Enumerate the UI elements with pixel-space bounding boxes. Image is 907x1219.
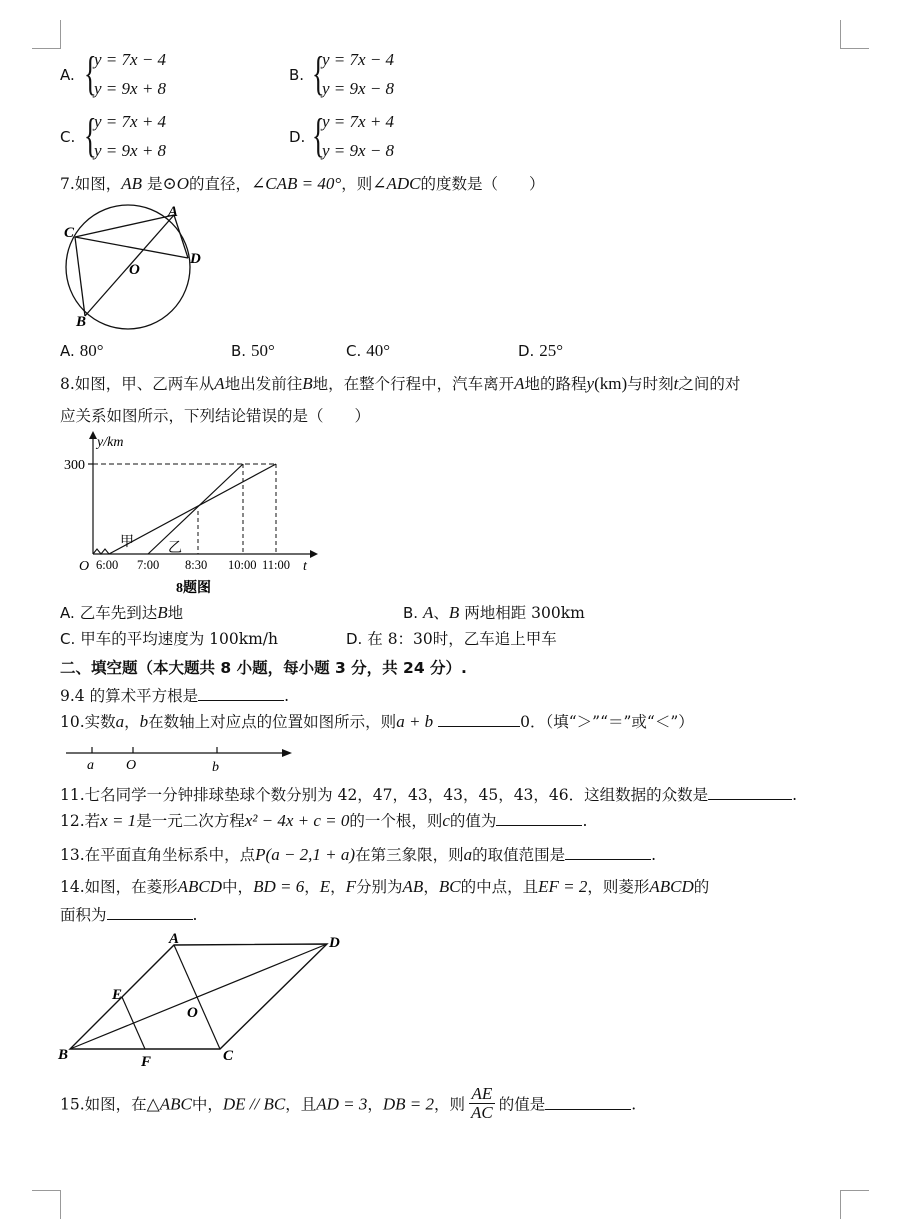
- section2-title: 二、填空题（本大题共 8 小题，每小题 3 分，共 24 分）.: [60, 659, 467, 677]
- label-b: B: [58, 1047, 69, 1063]
- q11-text: 11.七名同学一分钟排球垫球个数分别为 42，47，43，43，45，43，46．这组数据的众数是: [60, 786, 709, 804]
- tick-600: 6:00: [96, 558, 119, 572]
- q12: 12.若x = 1是一元二次方程x² − 4x + c = 0的一个根，则c的值为 .: [60, 811, 588, 830]
- graph-origin: O: [79, 559, 90, 574]
- q8-text-b: 地出发前往: [224, 375, 303, 393]
- label-a: A: [169, 931, 180, 947]
- q7-circle: ⊙O: [162, 174, 190, 193]
- tick-830: 8:30: [185, 558, 208, 572]
- crop-mark-bottom-right: [840, 1190, 869, 1219]
- q9-text: 9.4 的算术平方根是: [60, 687, 199, 705]
- q7-text-mid1: 是: [142, 175, 163, 193]
- label-a: A: [168, 204, 179, 220]
- q7-ab: AB: [121, 174, 143, 193]
- graph-t-label: t: [303, 559, 307, 574]
- graph-ylabel: y/km: [97, 435, 124, 450]
- q8-stem-line1: [60, 372, 740, 394]
- q6-option-c-eq1: y = 7x + 4: [94, 112, 167, 131]
- q6-option-a-eq1: y = 7x − 4: [94, 50, 167, 69]
- tick-1000: 10:00: [228, 558, 257, 572]
- label-o: O: [129, 262, 140, 278]
- q14-line1: 14.如图，在菱形ABCD中，BD = 6，E，F分别为AB，BC的中点，且EF = 2，则菱形ABCD的: [60, 877, 710, 896]
- graph-y300: 300: [64, 458, 85, 473]
- diagonal-ac: [174, 945, 220, 1049]
- label-c: C: [64, 225, 75, 241]
- brace-icon: {: [84, 47, 97, 100]
- q11-answer-blank[interactable]: [708, 785, 792, 800]
- q14-rhombus-figure: [56, 928, 346, 1070]
- crop-mark-top-right: [840, 20, 869, 49]
- q6-option-a-eq2: y = 9x + 8: [94, 79, 167, 98]
- q8-text-d: 地的路程: [524, 375, 587, 393]
- q8-text-f: 之间的对: [678, 375, 741, 393]
- axis-break-icon: [93, 549, 109, 554]
- q8-var-t: t: [673, 374, 679, 393]
- q6-option-b-label: B.: [289, 66, 305, 84]
- label-o: O: [187, 1005, 198, 1021]
- chord-cb: [75, 237, 85, 316]
- q8-option-d: D. 在 8：30时，乙车追上甲车: [346, 630, 557, 648]
- q14-line2: 面积为 .: [60, 906, 198, 924]
- point-o-label: O: [126, 758, 137, 773]
- q9-answer-blank[interactable]: [198, 686, 284, 701]
- q10-number-line: [62, 744, 297, 774]
- q15-denominator: AC: [471, 1103, 493, 1122]
- q6-option-c-label: C.: [60, 128, 76, 146]
- q8-stem-line2: 应关系如图所示，下列结论错误的是（ ）: [60, 407, 371, 425]
- q8-option-b: B. A、B 两地相距 300km: [403, 603, 585, 622]
- q7-text-prefix: 7.如图，: [60, 175, 122, 193]
- point-a-label: a: [87, 758, 94, 773]
- series-jia: [109, 464, 276, 554]
- q7-circle-figure: [58, 200, 208, 332]
- q10: 10.实数a，b在数轴上对应点的位置如图所示，则a + b 0．（填“＞”“＝”或“＜”）: [60, 712, 694, 731]
- q7-angle-cab: ∠CAB = 40°: [251, 174, 342, 193]
- q8-var-a: A: [214, 374, 225, 393]
- q9: 9.4 的算术平方根是 .: [60, 687, 290, 705]
- label-e: E: [112, 987, 123, 1003]
- x-axis-arrow-icon: [310, 550, 318, 558]
- q8-option-c: C. 甲车的平均速度为 100km/h: [60, 630, 278, 648]
- q7-text-mid2: 的直径，: [189, 175, 252, 193]
- q8-option-a: A. 乙车先到达B地: [60, 603, 184, 622]
- q11: 11.七名同学一分钟排球垫球个数分别为 42，47，43，43，45，43，46．这组数据的众数是 .: [60, 786, 798, 804]
- label-d: D: [190, 251, 201, 267]
- q15-answer-blank[interactable]: [545, 1095, 631, 1110]
- q8-text-e: 与时刻: [627, 375, 674, 393]
- q6-option-b-eq1: y = 7x − 4: [322, 50, 395, 69]
- q8-var-y: y: [586, 374, 595, 393]
- q15-numerator: AE: [469, 1085, 495, 1104]
- q8-text-a: 8.如图，甲、乙两车从: [60, 375, 215, 393]
- q8-var-b: B: [302, 374, 313, 393]
- crop-mark-bottom-left: [32, 1190, 61, 1219]
- number-line-arrow-icon: [282, 749, 292, 757]
- brace-icon: {: [84, 109, 97, 162]
- chord-cd: [75, 237, 188, 258]
- crop-mark-top-left: [32, 20, 61, 49]
- label-c: C: [223, 1048, 234, 1064]
- q6-option-d-eq2: y = 9x − 8: [322, 141, 395, 160]
- tick-1100: 11:00: [262, 558, 291, 572]
- label-b: B: [76, 314, 87, 330]
- series-yi: [148, 464, 243, 554]
- q8-text-c: 地，在整个行程中，汽车离开: [312, 375, 515, 393]
- segment-ef: [122, 997, 145, 1049]
- tick-700: 7:00: [137, 558, 160, 572]
- diagonal-bd: [70, 944, 327, 1049]
- q13-answer-blank[interactable]: [565, 845, 651, 860]
- q13: 13.在平面直角坐标系中，点P(a − 2,1 + a)在第三象限，则a的取值范围是 .: [60, 845, 657, 864]
- q8-graph: [64, 430, 324, 598]
- label-yi: 乙: [168, 541, 182, 556]
- q7-option-a: A. 80°: [60, 341, 104, 360]
- label-f: F: [141, 1054, 152, 1070]
- q7-angle-adc: ∠ADC: [372, 174, 421, 193]
- q6-option-c-eq2: y = 9x + 8: [94, 141, 167, 160]
- q15-fraction: [469, 1085, 495, 1122]
- q14-answer-blank[interactable]: [107, 905, 193, 920]
- q6-option-d-label: D.: [289, 128, 306, 146]
- q8-unit: (km): [594, 374, 628, 393]
- q6-option-b-eq2: y = 9x − 8: [322, 79, 395, 98]
- q7-option-c: C. 40°: [346, 341, 390, 360]
- brace-icon: {: [312, 47, 325, 100]
- point-b-label: b: [212, 760, 219, 775]
- label-d: D: [329, 935, 340, 951]
- q7-text-suffix: 的度数是（ ）: [420, 175, 545, 193]
- q8-var-a2: A: [514, 374, 525, 393]
- q7-text-mid3: ，则: [341, 175, 373, 193]
- label-jia: 甲: [120, 535, 134, 550]
- q7-option-d: D. 25°: [518, 341, 564, 360]
- q12-answer-blank[interactable]: [496, 811, 582, 826]
- q6-option-d-eq1: y = 7x + 4: [322, 112, 395, 131]
- q15: 15.如图，在△ABC中，DE // BC，且AD = 3，DB = 2，则 $\frac{AE}{AC}$ 的值是 .: [60, 1084, 637, 1122]
- q7-option-b: B. 50°: [231, 341, 275, 360]
- graph-caption: 8题图: [176, 581, 211, 596]
- q10-answer-blank[interactable]: [438, 712, 520, 727]
- q6-option-a-label: A.: [60, 66, 75, 84]
- y-axis-arrow-icon: [89, 431, 97, 439]
- chord-ad: [174, 215, 188, 258]
- brace-icon: {: [312, 109, 325, 162]
- q7-stem: [60, 172, 544, 194]
